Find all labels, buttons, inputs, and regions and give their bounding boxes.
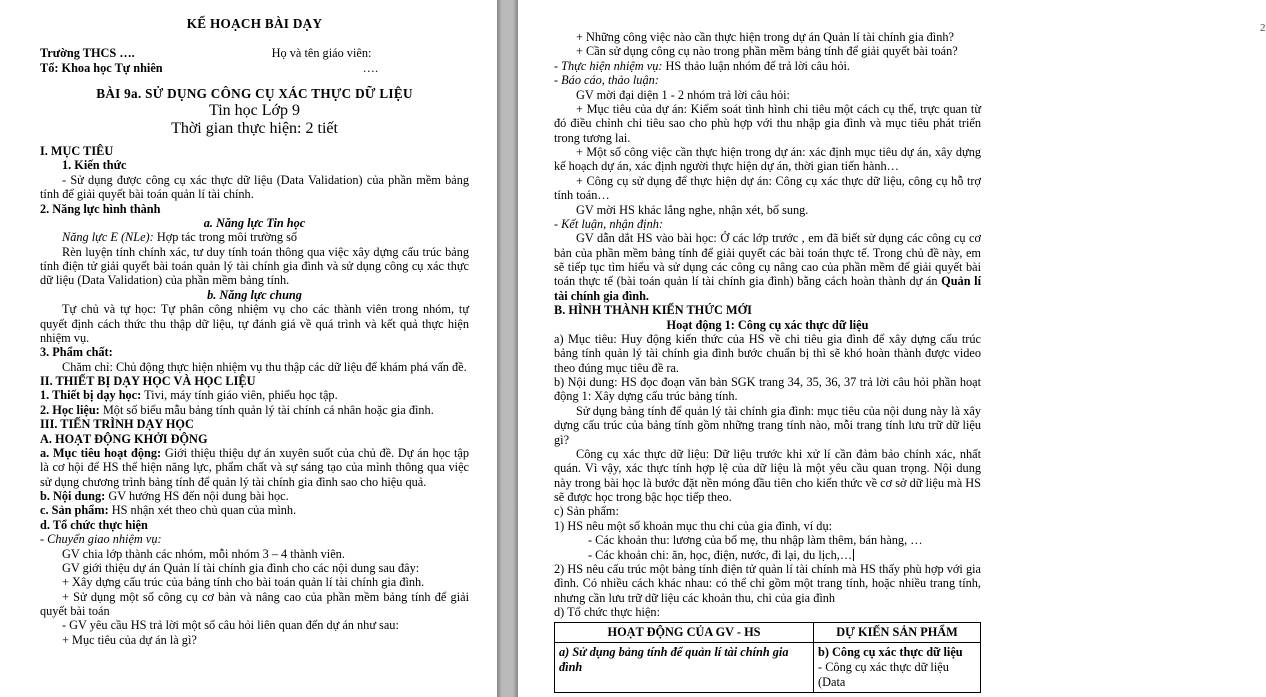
right-paragraph-line: [554, 203, 981, 217]
left-paragraph-line-text: III. TIẾN TRÌNH DẠY HỌC: [40, 417, 194, 432]
left-paragraph-line: [40, 173, 469, 202]
left-paragraph-line: [40, 302, 469, 345]
left-paragraph-line-text: b. Năng lực chung: [207, 287, 302, 302]
table-cell-product: [814, 643, 981, 693]
right-body-text: [554, 30, 981, 619]
left-paragraph-line: [40, 618, 469, 632]
right-paragraph-line: [554, 73, 981, 87]
left-paragraph-line-cont: GV hướng HS đến nội dung bài học.: [105, 489, 289, 503]
left-paragraph-line: [40, 518, 469, 532]
table-row: [555, 643, 981, 693]
left-paragraph-line: [40, 374, 469, 388]
table-cell-product-title: b) Công cụ xác thực dữ liệu: [818, 645, 963, 660]
right-paragraph-line: [554, 548, 981, 562]
left-paragraph-line: [40, 575, 469, 589]
left-paragraph-line-text: GV chia lớp thành các nhóm, mỗi nhóm 3 – 4 thành viên.: [62, 546, 345, 561]
left-paragraph-line: [40, 503, 469, 517]
right-paragraph-line-text: + Cần sử dụng công cụ nào trong phần mềm bảng tính để giải quyết bài toán?: [576, 44, 958, 59]
right-paragraph-line: [554, 605, 981, 619]
right-paragraph-line-text: + Mục tiêu của dự án: Kiểm soát tình hình chi tiêu một cách cụ thể, trực quan từ đó điều chỉnh chi tiêu sao cho phù hợp với thu nhập gia đình và mục tiêu phát triển trong tương lai.: [554, 101, 981, 145]
left-paragraph-line-cont: Giới thiệu thiệu dự án xuyên suốt của chủ đề. Dự án học tập là cơ hội để HS thể hiện năng lực, phẩm chất và sự sáng tạo của mình thông qua việc sử dụng chương trình bảng tính để quản lý tài chính gia đình sao cho hiệu quả.: [40, 445, 469, 489]
left-paragraph-line-cont: Hợp tác trong môi trường số: [153, 230, 298, 245]
right-paragraph-line: [554, 318, 981, 332]
right-paragraph-line-text: - Thực hiện nhiệm vụ:: [554, 58, 663, 73]
left-paragraph-line-text: Tự chủ và tự học: Tự phân công nhiệm vụ cho các thành viên trong nhóm, tự quyết định cách thức thu thập dữ liệu, tự đánh giá về quá trình và kết quả thực hiện nhiệm vụ.: [40, 302, 469, 345]
left-paragraph-line-text: 1. Kiến thức: [62, 158, 127, 173]
right-paragraph-line-text: + Một số công việc cần thực hiện trong dự án: xác định mục tiêu dự án, xây dựng kế hoạch dự án, xác định người thực hiện dự án, thời gian tiến hành…: [554, 145, 981, 174]
right-paragraph-line: [554, 519, 981, 533]
left-paragraph-line-text: 3. Phẩm chất:: [40, 345, 113, 360]
table-header-gv-hs: HOẠT ĐỘNG CỦA GV - HS: [555, 623, 814, 643]
left-paragraph-line-text: Năng lực E (NLe):: [62, 230, 154, 245]
right-paragraph-line: [554, 231, 981, 303]
right-paragraph-line-text: GV mời đại diện 1 - 2 nhóm trả lời câu hỏi:: [576, 87, 790, 102]
left-paragraph-line-text: - Chuyển giao nhiệm vụ:: [40, 532, 162, 547]
right-paragraph-line-text: c) Sản phẩm:: [554, 504, 619, 519]
left-paragraph-line-text: II. THIẾT BỊ DẠY HỌC VÀ HỌC LIỆU: [40, 374, 256, 388]
page-number: 2: [1260, 22, 1266, 34]
right-paragraph-line: [554, 102, 981, 145]
right-paragraph-line-text: GV mời HS khác lắng nghe, nhận xét, bổ sung.: [576, 202, 809, 217]
right-paragraph-line-text: Sử dụng bảng tính để quản lý tài chính gia đình: mục tiêu của nội dung này là xây dựng cấu trúc của bảng tính gồm những trang tính nào, mỗi trang tính lưu trữ dữ liệu gì?: [554, 403, 981, 447]
subject-line: Tin học Lớp 9: [209, 102, 300, 119]
right-paragraph-line: [554, 145, 981, 174]
left-paragraph-line-text: A. HOẠT ĐỘNG KHỞI ĐỘNG: [40, 431, 208, 446]
duration-line: Thời gian thực hiện: 2 tiết: [171, 120, 338, 137]
left-paragraph-line-text: + Sử dụng một số công cụ cơ bản và nâng cao của phần mềm bảng tính để giải quyết bài toán: [40, 589, 469, 618]
left-paragraph-line-text: Rèn luyện tính chính xác, tư duy tính toán thông qua việc xây dựng cấu trúc bảng tính điện tử giải quyết bài toán quản lý tài chính gia đình và sử dụng công cụ xác thực dữ liệu (Data Validation) của phần mềm bảng tính.: [40, 244, 469, 288]
left-body-text: [40, 144, 469, 647]
right-paragraph-line: [554, 44, 981, 58]
left-paragraph-line-text: I. MỤC TIÊU: [40, 144, 114, 158]
lesson-title: BÀI 9a. SỬ DỤNG CÔNG CỤ XÁC THỰC DỮ LIỆU: [96, 86, 413, 101]
left-paragraph-line: [40, 360, 469, 374]
right-paragraph-line: [554, 375, 981, 404]
right-paragraph-line-text: B. HÌNH THÀNH KIẾN THỨC MỚI: [554, 303, 752, 318]
left-paragraph-line: [40, 230, 469, 244]
left-paragraph-line-text: + Mục tiêu của dự án là gì?: [62, 632, 197, 647]
left-paragraph-line-text: + Xây dựng cấu trúc của bảng tính cho bài toán quản lí tài chính gia đình.: [62, 575, 425, 590]
left-paragraph-line-text: 2. Năng lực hình thành: [40, 201, 161, 216]
right-paragraph-line: [554, 447, 981, 505]
left-paragraph-line-cont: Một số biểu mẫu bảng tính quản lý tài chính cá nhân hoặc gia đình.: [99, 402, 434, 417]
page-gutter: [497, 0, 518, 697]
right-paragraph-line-cont-bold: Quản lí tài chính gia đình.: [554, 274, 982, 303]
left-paragraph-line: [40, 388, 469, 402]
right-paragraph-line: [554, 88, 981, 102]
left-paragraph-line-text: a. Mục tiêu hoạt động:: [40, 445, 162, 460]
right-paragraph-line: [554, 30, 981, 44]
left-paragraph-line: [40, 245, 469, 288]
left-paragraph-line-text: d. Tổ chức thực hiện: [40, 517, 148, 532]
right-paragraph-line-cont: HS thảo luận nhóm để trả lời câu hỏi.: [662, 58, 850, 73]
left-paragraph-line-text: b. Nội dung:: [40, 489, 106, 503]
left-paragraph-line: [40, 633, 469, 647]
right-paragraph-line-text: 1) HS nêu một số khoản mục thu chi của gia đình, ví dụ:: [554, 518, 833, 533]
right-paragraph-line-text: b) Nội dung: HS đọc đoạn văn bản SGK trang 34, 35, 36, 37 trả lời câu hỏi phần hoạt động 1: Xây dựng cấu trúc bảng tính.: [554, 375, 981, 404]
right-paragraph-line-text: 2) HS nêu cấu trúc một bảng tính điện tử quản lí tài chính mà HS thấy phù hợp với gia đình. Có nhiều cách khác nhau: có thể chỉ gồm một trang tính, hoặc nhiều trang tính, nhưng cần lưu trữ dữ liệu các khoản thu, chi của gia đình: [554, 561, 981, 605]
right-paragraph-line: [554, 404, 981, 447]
table-cell-product-line: - Công cụ xác thực dữ liệu (Data: [818, 660, 949, 690]
right-paragraph-line-text: - Báo cáo, thảo luận:: [554, 73, 659, 88]
left-paragraph-line-text: c. Sản phẩm:: [40, 503, 109, 518]
left-paragraph-line-text: GV giới thiệu dự án Quản lí tài chính gia đình cho các nội dung sau đây:: [62, 560, 420, 575]
left-paragraph-line-text: 1. Thiết bị dạy học:: [40, 388, 142, 403]
left-paragraph-line: [40, 446, 469, 489]
table-cell-activity: [555, 643, 814, 693]
right-paragraph-line-text: Hoạt động 1: Công cụ xác thực dữ liệu: [666, 317, 869, 332]
left-paragraph-line: [40, 144, 469, 158]
left-paragraph-line: [40, 158, 469, 172]
left-page: [0, 0, 497, 697]
teacher-value: ….: [362, 61, 379, 75]
left-paragraph-line: [40, 547, 469, 561]
teacher-label: Họ và tên giáo viên:: [271, 46, 372, 60]
right-paragraph-line-text: GV dẫn dắt HS vào bài học: Ở các lớp trước , em đã biết sử dụng các công cụ cơ bản của phần mềm bảng tính để giải quyết các bài toán thực tế. Trong chủ đề này, em sẽ tiếp tục tìm hiểu và sử dụng các công cụ nâng cao của phần mềm để giải quyết bài toán thực tế (bài toán quản lí tài chính gia đình) bằng cách hoàn thành dự án: [554, 231, 981, 289]
left-paragraph-line-text: - Sử dụng được công cụ xác thực dữ liệu (Data Validation) của phần mềm bảng tính để giải quyết bài toán quản lí tài chính.: [40, 172, 469, 202]
right-paragraph-line-text: + Công cụ sử dụng để thực hiện dự án: Công cụ xác thực dữ liệu, công cụ hỗ trợ tính toán…: [554, 173, 981, 203]
left-paragraph-line-text: Chăm chỉ: Chủ động thực hiện nhiệm vụ thu thập các dữ liệu để khám phá vấn đề.: [62, 359, 467, 374]
right-paragraph-line: [554, 303, 981, 317]
left-paragraph-line-text: - GV yêu cầu HS trả lời một số câu hỏi liên quan đến dự án như sau:: [62, 618, 399, 633]
right-paragraph-line: [554, 174, 981, 203]
right-paragraph-line-text: Công cụ xác thực dữ liệu: Dữ liệu trước khi xử lí cần đảm bảo chính xác, nhất quán. Vì vậy, xác thực tính hợp lệ của dữ liệu là một yêu cầu quan trọng. Nội dung này trong bài học là bước đặt nền móng đầu tiên cho kiến thức về cơ sở dữ liệu mà HS sẽ được học trong bậc học tiếp theo.: [554, 446, 981, 504]
left-paragraph-line-text: a. Năng lực Tin học: [203, 215, 306, 230]
department-name: Tổ: Khoa học Tự nhiên: [40, 61, 163, 75]
right-paragraph-line: [554, 59, 981, 73]
left-paragraph-line: [40, 590, 469, 619]
page-title: KẾ HOẠCH BÀI DẠY: [186, 16, 323, 31]
left-paragraph-line: [40, 345, 469, 359]
left-paragraph-line: [40, 432, 469, 446]
left-paragraph-line: [40, 403, 469, 417]
left-paragraph-line: [40, 417, 469, 431]
table-header-san-pham: DỰ KIẾN SẢN PHẨM: [814, 623, 981, 643]
right-paragraph-line: [554, 504, 981, 518]
left-paragraph-line-cont: Tivi, máy tính giáo viên, phiếu học tập.: [141, 388, 338, 403]
right-paragraph-line: [554, 332, 981, 375]
table-cell-activity-title: a) Sử dụng bảng tính để quản lí tài chính gia đình: [559, 645, 789, 675]
left-paragraph-line: [40, 489, 469, 503]
text-cursor: [853, 549, 854, 561]
header-info: [40, 46, 469, 76]
right-paragraph-line: [554, 217, 981, 231]
activity-table: [554, 622, 981, 693]
right-paragraph-line-text: + Những công việc nào cần thực hiện trong dự án Quản lí tài chính gia đình?: [576, 30, 954, 44]
right-paragraph-line-text: a) Mục tiêu: Huy động kiến thức của HS về chi tiêu gia đình để xây dựng cấu trúc bảng tính quản lý tài chính gia đình bước chuẩn bị thì sẽ khó hoàn thành được video theo đúng mục tiêu đề ra.: [554, 331, 981, 375]
right-paragraph-line-text: - Kết luận, nhận định:: [554, 216, 663, 231]
left-paragraph-line: [40, 288, 469, 302]
right-paragraph-line-text: - Các khoản chi: ăn, học, điện, nước, đi lại, du lịch,…: [588, 547, 853, 562]
left-paragraph-line-text: 2. Học liệu:: [40, 402, 100, 417]
left-paragraph-line: [40, 561, 469, 575]
right-paragraph-line-text: - Các khoản thu: lương của bố mẹ, thu nhập làm thêm, bán hàng, …: [588, 533, 923, 548]
left-paragraph-line: [40, 532, 469, 546]
left-paragraph-line: [40, 202, 469, 216]
right-paragraph-line-text: d) Tổ chức thực hiện:: [554, 605, 660, 619]
table-header-row: [555, 623, 981, 643]
right-paragraph-line: [554, 533, 981, 547]
right-paragraph-line: [554, 562, 981, 605]
school-name: Trường THCS ….: [40, 46, 135, 60]
left-paragraph-line-cont: HS nhận xét theo chủ quan của mình.: [108, 503, 297, 518]
left-paragraph-line: [40, 216, 469, 230]
right-page: [518, 0, 1266, 697]
